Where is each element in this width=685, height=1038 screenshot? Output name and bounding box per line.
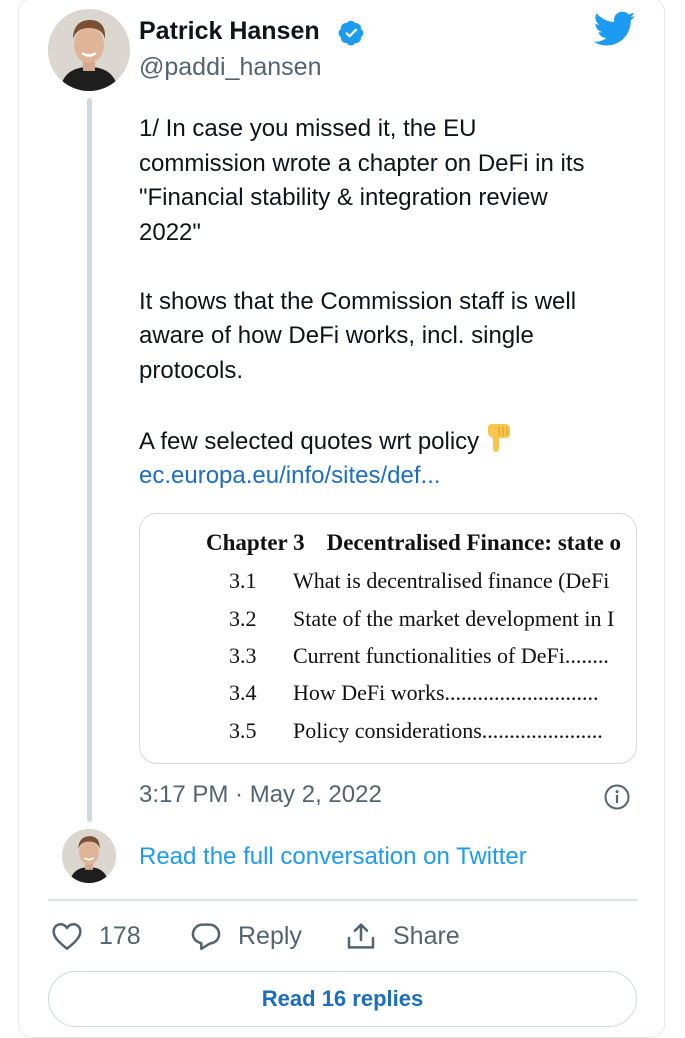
toc-row (229, 605, 614, 633)
toc-title: What is decentralised finance (DeFi (293, 568, 610, 593)
tweet-text-line: "Financial stability & integration review (139, 184, 548, 211)
tweet-link[interactable]: ec.europa.eu/info/sites/def... (139, 462, 441, 489)
toc-row (229, 679, 599, 707)
toc-title: Policy considerations...................... (293, 718, 603, 743)
tweet-text-line: 2022" (139, 218, 201, 246)
tweet-text-line: commission wrote a chapter on DeFi in its (139, 149, 585, 177)
pointing-down-hand-emoji-icon (487, 423, 513, 453)
toc-row (229, 642, 609, 670)
read-conversation-link[interactable]: Read the full conversation on Twitter (139, 843, 527, 870)
tweet-text-line: 1/ In case you missed it, the EU (139, 115, 477, 142)
tweet-text (139, 112, 639, 494)
tweet-text-line: It shows that the Commission staff is well (139, 287, 577, 315)
share-button[interactable] (345, 916, 460, 956)
tweet-text-line (139, 423, 639, 460)
like-count: 178 (99, 921, 141, 950)
conversation-avatar[interactable] (62, 829, 116, 883)
author-handle[interactable]: @paddi_hansen (139, 53, 322, 81)
tweet-timestamp[interactable]: 3:17 PM · May 2, 2022 (139, 781, 382, 808)
media-card[interactable] (139, 513, 637, 764)
toc-row (229, 567, 609, 595)
heart-icon (51, 921, 83, 951)
read-replies-button[interactable]: Read 16 replies (48, 971, 637, 1027)
toc-number: 3.2 (229, 606, 257, 631)
chapter-number: Chapter 3 (206, 530, 305, 555)
thread-line (87, 98, 92, 822)
share-label: Share (393, 921, 460, 950)
chapter-title: Decentralised Finance: state o (326, 530, 622, 555)
toc-number: 3.1 (229, 568, 257, 593)
tweet-text-line: aware of how DeFi works, incl. single (139, 322, 534, 349)
tweet-text-segment: A few selected quotes wrt policy (139, 427, 480, 455)
toc-number: 3.5 (229, 718, 257, 743)
chapter-heading (206, 528, 621, 558)
info-icon[interactable] (604, 784, 630, 810)
twitter-bird-icon[interactable] (594, 11, 636, 47)
reply-bubble-icon (190, 921, 222, 951)
divider (48, 899, 637, 901)
toc-number: 3.3 (229, 643, 257, 668)
share-upload-icon (345, 921, 377, 951)
author-name[interactable]: Patrick Hansen (139, 17, 320, 45)
verified-badge-icon (338, 19, 365, 46)
toc-title: Current functionalities of DeFi........ (293, 643, 609, 668)
toc-number: 3.4 (229, 680, 257, 705)
reply-button[interactable] (190, 916, 302, 956)
toc-row (229, 717, 603, 745)
avatar-photo-icon (62, 829, 116, 883)
author-avatar[interactable] (48, 9, 130, 91)
like-button[interactable] (51, 916, 141, 956)
tweet-text-line: protocols. (139, 356, 244, 384)
document-image (140, 514, 637, 764)
reply-label: Reply (238, 921, 302, 950)
toc-title: State of the market development in I (293, 606, 615, 631)
toc-title: How DeFi works............................ (293, 680, 599, 705)
avatar-photo-icon (48, 9, 130, 91)
